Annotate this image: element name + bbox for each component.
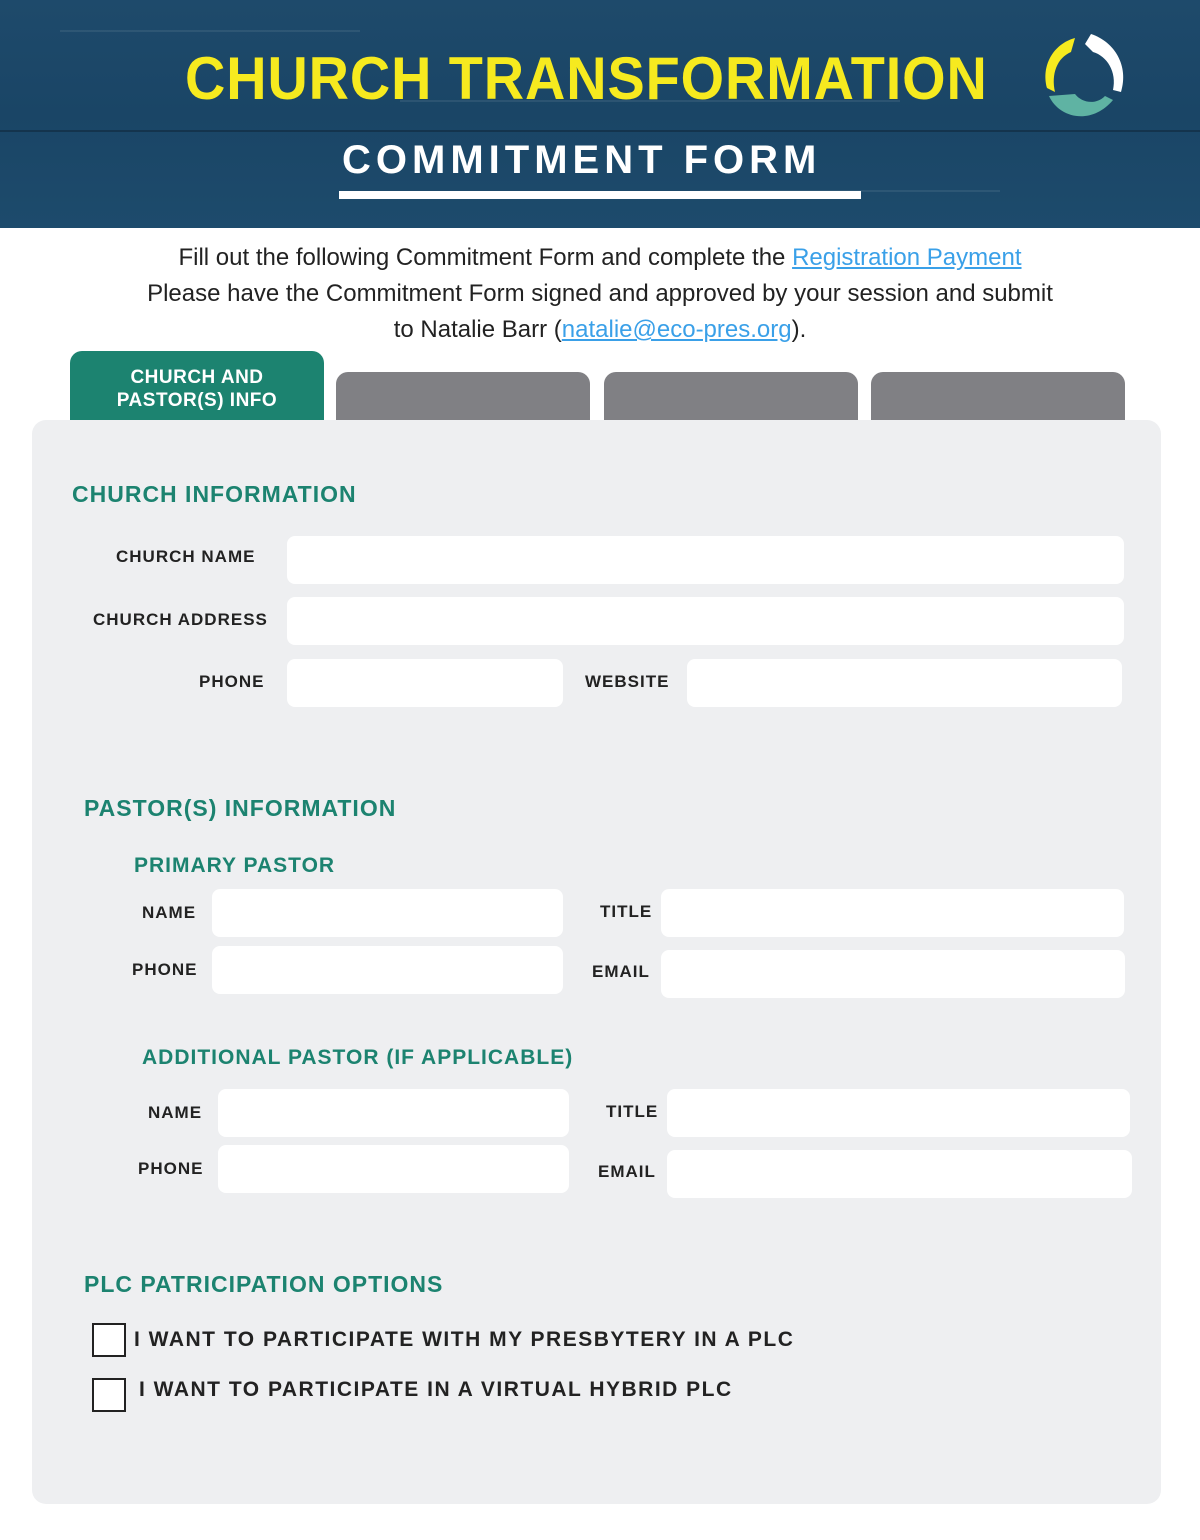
church-phone-label: PHONE: [199, 672, 265, 691]
intro-line-3-end: ).: [791, 316, 807, 343]
primary-title-input[interactable]: [661, 889, 1124, 937]
primary-name-label: NAME: [142, 903, 197, 922]
plc-presbytery-checkbox[interactable]: [92, 1323, 126, 1357]
primary-name-input[interactable]: [212, 889, 563, 937]
additional-name-label: NAME: [148, 1103, 203, 1122]
registration-payment-link[interactable]: Registration Payment: [792, 244, 1022, 271]
primary-email-input[interactable]: [661, 950, 1125, 998]
primary-title-label: TITLE: [600, 902, 653, 921]
primary-email-label: EMAIL: [592, 962, 650, 981]
website-input[interactable]: [687, 659, 1122, 707]
tab-label: CHURCH AND PASTOR(S) INFO: [116, 367, 278, 411]
additional-title-input[interactable]: [667, 1089, 1130, 1137]
header-banner: [0, 0, 1200, 228]
additional-pastor-heading: ADDITIONAL PASTOR (IF APPLICABLE): [142, 1046, 574, 1069]
plc-virtual-label: I WANT TO PARTICIPATE IN A VIRTUAL HYBRID PLC: [139, 1378, 733, 1401]
email-link[interactable]: natalie@eco-pres.org: [561, 316, 792, 343]
additional-title-label: TITLE: [606, 1102, 659, 1121]
intro-line-1: Fill out the following Commitment Form and complete the: [178, 244, 793, 271]
additional-name-input[interactable]: [218, 1089, 569, 1137]
church-address-label: CHURCH ADDRESS: [93, 610, 268, 629]
church-phone-input[interactable]: [287, 659, 563, 707]
logo-icon: [1035, 30, 1131, 126]
plc-heading: PLC PATRICIPATION OPTIONS: [84, 1271, 444, 1297]
church-name-input[interactable]: [287, 536, 1124, 584]
tab-2[interactable]: [336, 372, 590, 422]
pastors-heading: PASTOR(S) INFORMATION: [84, 795, 397, 821]
intro-line-2: Please have the Commitment Form signed and approved by your session and submit: [147, 280, 1053, 307]
tab-4[interactable]: [871, 372, 1125, 422]
page-subtitle: COMMITMENT FORM: [342, 138, 822, 182]
plc-presbytery-label: I WANT TO PARTICIPATE WITH MY PRESBYTERY IN A PLC: [134, 1328, 795, 1351]
primary-phone-label: PHONE: [132, 960, 198, 979]
additional-email-input[interactable]: [667, 1150, 1132, 1198]
primary-pastor-heading: PRIMARY PASTOR: [134, 854, 336, 877]
intro-line-3: to Natalie Barr (: [393, 316, 562, 343]
tab-3[interactable]: [604, 372, 858, 422]
primary-phone-input[interactable]: [212, 946, 563, 994]
website-label: WEBSITE: [585, 672, 670, 691]
intro-text: [0, 240, 1200, 348]
additional-phone-input[interactable]: [218, 1145, 569, 1193]
additional-email-label: EMAIL: [598, 1162, 656, 1181]
church-address-input[interactable]: [287, 597, 1124, 645]
plc-virtual-checkbox[interactable]: [92, 1378, 126, 1412]
additional-phone-label: PHONE: [138, 1159, 204, 1178]
tab-church-pastor-info[interactable]: [70, 351, 324, 423]
church-info-heading: CHURCH INFORMATION: [72, 481, 357, 507]
title-underline: [339, 191, 861, 199]
church-name-label: CHURCH NAME: [116, 547, 256, 566]
page-title: CHURCH TRANSFORMATION: [185, 45, 988, 112]
